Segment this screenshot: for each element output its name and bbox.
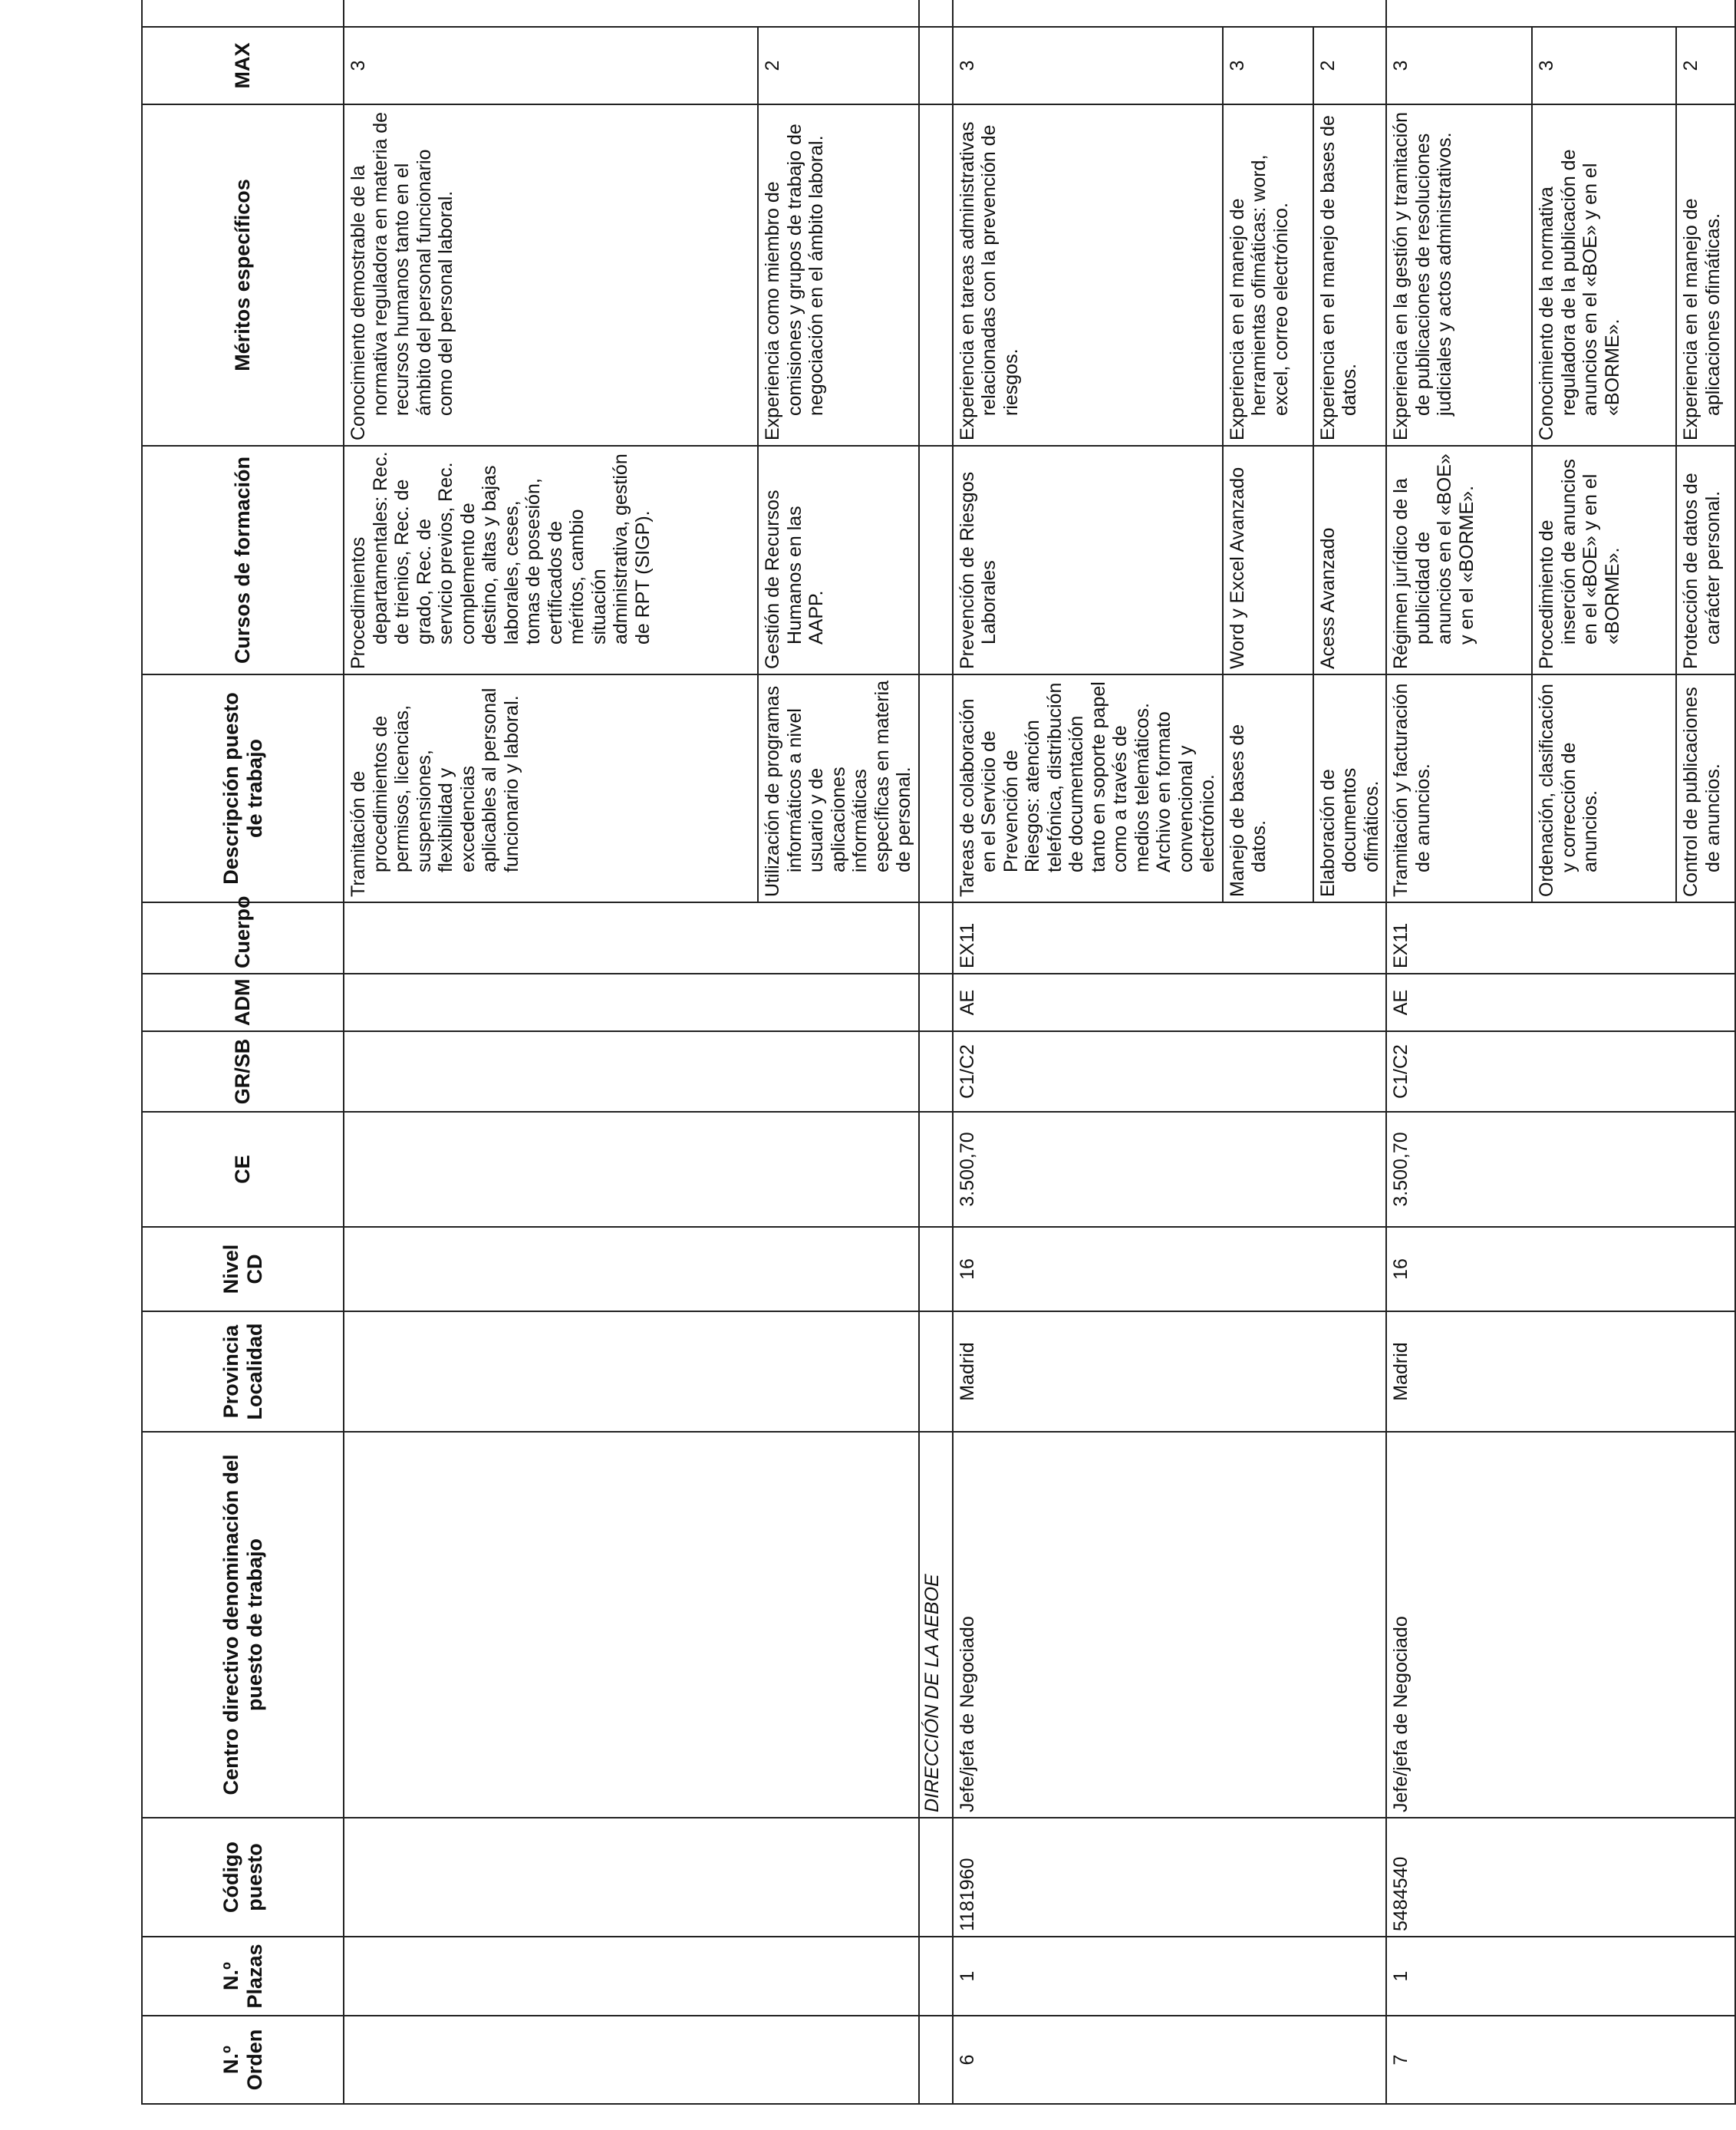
- description-cell: Tramitación de procedimientos de permisos, licencias, suspensiones, flexibilidad y excedencias aplicables al personal funcionario y laboral.: [344, 674, 758, 902]
- table-row: [1386, 0, 1532, 2104]
- max-cell: 3: [344, 27, 758, 104]
- header-grsb: GR/SB: [142, 1031, 344, 1112]
- orden-cell: 7: [1386, 2016, 1735, 2104]
- max-cell: 3: [1223, 27, 1313, 104]
- section-row: [919, 0, 953, 2104]
- codigo-cell: 1181960: [953, 1818, 1387, 1937]
- max-cell: 3: [1532, 27, 1676, 104]
- puesto-cell: Jefe/jefa de Negociado: [1386, 1432, 1735, 1818]
- merit-cell: Conocimiento de la normativa reguladora de la publicación de anuncios en el «BOE» y en el «BORME».: [1532, 104, 1676, 446]
- cuerpo-cell: EX11: [953, 902, 1387, 974]
- course-cell: Procedimientos departamentales: Rec. de trienios, Rec. de grado, Rec. de servicio previos, Rec. complemento de destino, altas y bajas laborales, ceses, tomas de posesión, certificados de méritos, cambio situación administrativa, gestión de RPT (SIGP).: [344, 446, 758, 674]
- max-cell: 2: [758, 27, 919, 104]
- merit-cell: Experiencia en el manejo de herramientas ofimáticas: word, excel, correo electrónico.: [1223, 104, 1313, 446]
- provincia-cell: Madrid: [953, 1311, 1387, 1432]
- table-row: [953, 0, 1223, 2104]
- description-cell: Tareas de colaboración en el Servicio de Prevención de Riesgos: atención telefónica, distribución de documentación tanto en soporte papel como a través de medios telemáticos. Archivo en formato convencional y electrónico.: [953, 674, 1223, 902]
- header-e: [142, 0, 344, 27]
- plazas-cell: 1: [953, 1937, 1387, 2016]
- adm-cell: AE: [953, 974, 1387, 1031]
- description-cell: Ordenación, clasificación y corrección de anuncios.: [1532, 674, 1676, 902]
- grsb-cell: C1/C2: [1386, 1031, 1735, 1112]
- header-provincia: Provincia Localidad: [142, 1311, 344, 1432]
- description-cell: Tramitación y facturación de anuncios.: [1386, 674, 1532, 902]
- ce-cell: 3.500,70: [953, 1112, 1387, 1227]
- header-ce: CE: [142, 1112, 344, 1227]
- merit-cell: Experiencia en el manejo de bases de datos.: [1313, 104, 1387, 446]
- header-centro: Centro directivo denominación del puesto de trabajo: [142, 1432, 344, 1818]
- codigo-cell: 5484540: [1386, 1818, 1735, 1937]
- description-cell: Control de publicaciones de anuncios.: [1676, 674, 1735, 902]
- merit-cell: Conocimiento demostrable de la normativa reguladora en materia de recursos humanos tanto en el ámbito del personal funcionario como del personal laboral.: [344, 104, 758, 446]
- course-cell: Protección de datos de carácter personal.: [1676, 446, 1735, 674]
- merit-cell: Experiencia como miembro de comisiones y grupos de trabajo de negociación en el ámbito laboral.: [758, 104, 919, 446]
- description-cell: Elaboración de documentos ofimáticos.: [1313, 674, 1387, 902]
- max-cell: 3: [953, 27, 1223, 104]
- course-cell: Prevención de Riesgos Laborales: [953, 446, 1223, 674]
- grsb-cell: C1/C2: [953, 1031, 1387, 1112]
- header-max: MAX: [142, 27, 344, 104]
- description-cell: Manejo de bases de datos.: [1223, 674, 1313, 902]
- nivel-cell: 16: [1386, 1227, 1735, 1311]
- orden-cell: 6: [953, 2016, 1387, 2104]
- table-row: [344, 0, 758, 2104]
- merit-cell: Experiencia en tareas administrativas relacionadas con la prevención de riesgos.: [953, 104, 1223, 446]
- cuerpo-cell: EX11: [1386, 902, 1735, 974]
- plazas-cell: 1: [1386, 1937, 1735, 2016]
- header-row: [142, 0, 344, 2104]
- description-cell: Utilización de programas informáticos a nivel usuario y de aplicaciones informáticas específicas en materia de personal.: [758, 674, 919, 902]
- provincia-cell: Madrid: [1386, 1311, 1735, 1432]
- merit-cell: Experiencia en la gestión y tramitación de publicaciones de resoluciones judiciales y actos administrativos.: [1386, 104, 1532, 446]
- header-adm: ADM: [142, 974, 344, 1031]
- nivel-cell: 16: [953, 1227, 1387, 1311]
- header-descripcion: Descripción puesto de trabajo: [142, 674, 344, 902]
- rotated-page: [141, 31, 1724, 2105]
- header-codigo: Código puesto: [142, 1818, 344, 1937]
- course-cell: Régimen jurídico de la publicidad de anuncios en el «BOE» y en el «BORME».: [1386, 446, 1532, 674]
- course-cell: Gestión de Recursos Humanos en las AAPP.: [758, 446, 919, 674]
- max-cell: 2: [1313, 27, 1387, 104]
- header-meritos: Méritos específicos: [142, 104, 344, 446]
- header-cuerpo: Cuerpo: [142, 902, 344, 974]
- header-nivel: Nivel CD: [142, 1227, 344, 1311]
- max-cell: 2: [1676, 27, 1735, 104]
- positions-table: [141, 0, 1736, 2105]
- ce-cell: 3.500,70: [1386, 1112, 1735, 1227]
- course-cell: Procedimiento de inserción de anuncios en el «BOE» y en el «BORME».: [1532, 446, 1676, 674]
- header-orden: N.º Orden: [142, 2016, 344, 2104]
- header-plazas: N.º Plazas: [142, 1937, 344, 2016]
- course-cell: Acess Avanzado: [1313, 446, 1387, 674]
- puesto-cell: Jefe/jefa de Negociado: [953, 1432, 1387, 1818]
- max-cell: 3: [1386, 27, 1532, 104]
- merit-cell: Experiencia en el manejo de aplicaciones ofimáticas.: [1676, 104, 1735, 446]
- course-cell: Word y Excel Avanzado: [1223, 446, 1313, 674]
- header-cursos: Cursos de formación: [142, 446, 344, 674]
- adm-cell: AE: [1386, 974, 1735, 1031]
- section-title: DIRECCIÓN DE LA AEBOE: [919, 1432, 953, 1818]
